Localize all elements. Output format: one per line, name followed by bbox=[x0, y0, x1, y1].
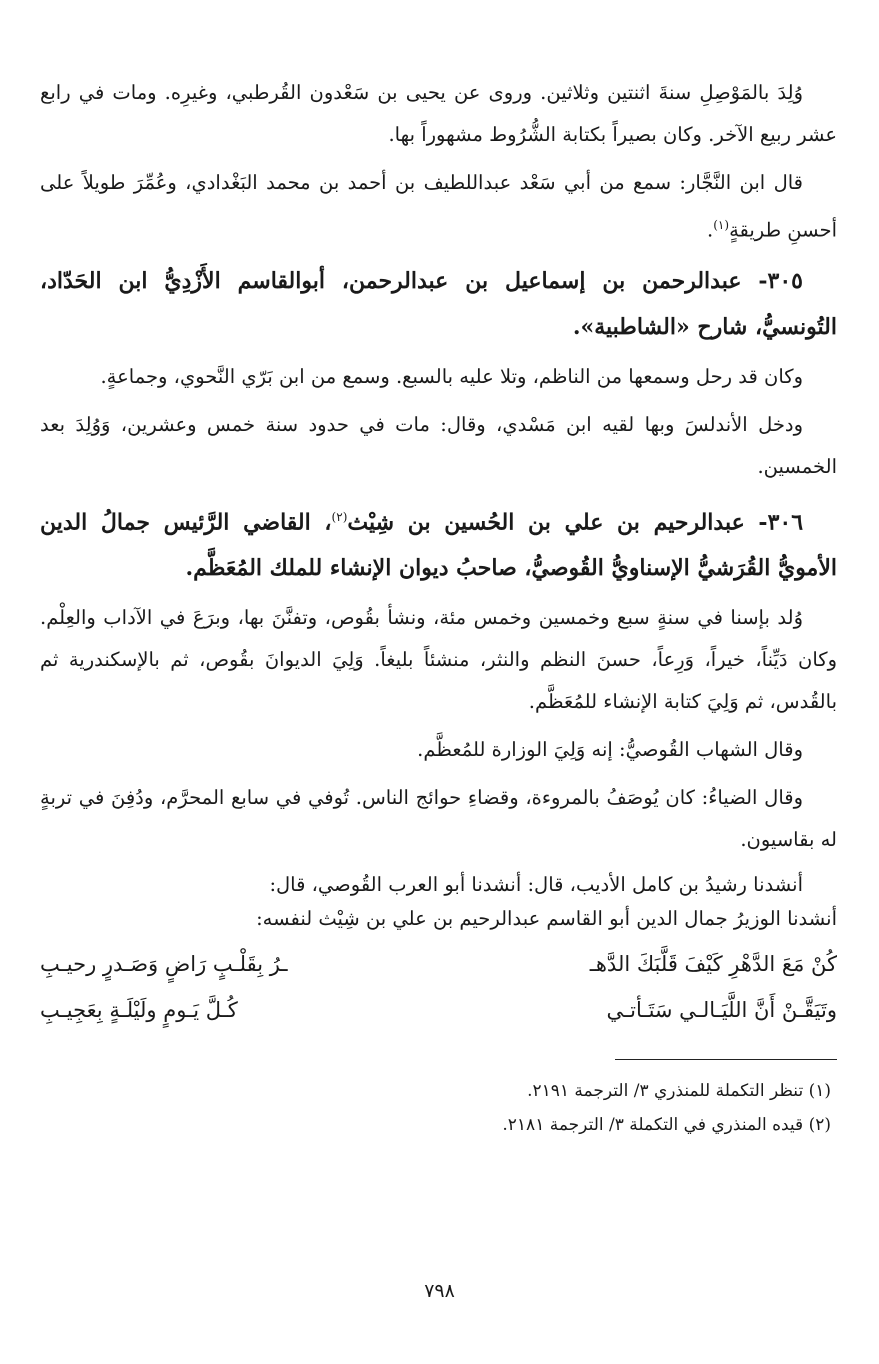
footnote-text: قيده المنذري في التكملة ٣/ الترجمة ٢١٨١. bbox=[502, 1114, 804, 1135]
poem bbox=[40, 941, 837, 1033]
footnote bbox=[40, 1074, 837, 1108]
entry-heading-306 bbox=[40, 494, 837, 591]
paragraph-end: . bbox=[707, 218, 714, 242]
poem-hemistich-second: ـرُ بِقَلْـبٍ رَاضٍ وَصَـدرٍ رحيـبِ bbox=[40, 951, 288, 976]
entry-heading-305: ٣٠٥- عبدالرحمن بن إسماعيل بن عبدالرحمن، أبوالقاسم الأَزْدِيُّ ابن الحَدّاد، التُونسيُّ، شارح «الشاطبية». bbox=[40, 267, 837, 340]
entry-title-rest: ، القاضي الرَّئيس جمالُ الدين الأمويُّ القُرَشيُّ الإسناويُّ القُوصيُّ، صاحبُ ديوان الإنشاء للملك المُعَظَّم. bbox=[40, 508, 837, 581]
footnote-text: تنظر التكملة للمنذري ٣/ الترجمة ٢١٩١. bbox=[527, 1080, 804, 1101]
footnote-number: (٢) bbox=[808, 1114, 831, 1135]
paragraph-birth-isna: وُلد بإسنا في سنةٍ سبع وخمسين وخمس مئة، ونشأ بقُوص، وتفنَّنَ بها، وبرَعَ في الآداب والعِلْم. وكان دَيِّناً، خيراً، وَرِعاً، حسنَ النظم والنثر، منشئاً بليغاً. وَلِيَ الديوانَ بقُوص، ثم بالإسكندرية ثم بالقُدس، ثم وَلِيَ كتابة الإنشاء للمُعَظَّم. bbox=[40, 605, 837, 713]
paragraph-recital-1: أنشدنا رشيدُ بن كامل الأديب، قال: أنشدنا أبو العرب القُوصي، قال: bbox=[269, 872, 803, 896]
paragraph-ibn-najjar bbox=[40, 162, 837, 252]
paragraph-travel: وكان قد رحل وسمعها من الناظم، وتلا عليه بالسبع. وسمع من ابن بَرّي النَّحوي، وجماعةٍ. bbox=[100, 364, 803, 388]
paragraph-recital-2: أنشدنا الوزيرُ جمال الدين أبو القاسم عبدالرحيم بن علي بن شِيْث لنفسه: bbox=[256, 906, 837, 930]
paragraph-shihab: وقال الشهاب القُوصيُّ: إنه وَلِيَ الوزارة للمُعظَّم. bbox=[417, 737, 803, 761]
footnote-ref[interactable]: (١) bbox=[713, 218, 730, 232]
entry-title: ٣٠٦- عبدالرحيم بن علي بن الحُسين بن شِيْث bbox=[347, 508, 804, 535]
footnote-separator bbox=[615, 1059, 837, 1060]
footnote-number: (١) bbox=[808, 1080, 831, 1101]
paragraph-text: قال ابن النَّجَّار: سمع من أبي سَعْد عبداللطيف بن أحمد بن محمد البَغْدادي، وعُمِّرَ طويلاً على أحسنِ طريقةٍ bbox=[40, 171, 837, 242]
footnote bbox=[40, 1108, 837, 1142]
footnote-separator-wrap bbox=[40, 1037, 837, 1074]
page-number: ٧٩٨ bbox=[424, 1280, 455, 1302]
poem-hemistich-second: كُـلَّ يَـومٍ ولَيْلَـةٍ بِعَجِيـبِ bbox=[40, 997, 238, 1022]
poem-hemistich-first: كُنْ مَعَ الدَّهْرِ كَيْفَ قَلَّبَكَ الدَّهـ bbox=[589, 951, 837, 976]
paragraph-diya: وقال الضياءُ: كان يُوصَفُ بالمروءة، وقضاءِ حوائج الناس. تُوفي في سابع المحرَّم، ودُفِنَ في تربةٍ له بقاسيون. bbox=[40, 785, 837, 851]
poem-verse bbox=[40, 941, 837, 987]
poem-hemistich-first: وتَيَقَّـنْ أَنَّ اللَّيَـالـي سَتَـأتـي bbox=[606, 997, 837, 1022]
paragraph-birth-mosul: وُلِدَ بالمَوْصِلِ سنةَ اثنتين وثلاثين. وروى عن يحيى بن سَعْدون القُرطبي، وغيرِه. ومات في رابع عشر ربيع الآخر. وكان بصيراً بكتابة الشُّرُوط مشهوراً بها. bbox=[40, 81, 837, 146]
footnote-ref[interactable]: (٢) bbox=[331, 509, 348, 524]
poem-verse bbox=[40, 987, 837, 1033]
paragraph-andalus: ودخل الأندلسَ وبها لقيه ابن مَسْدي، وقال: مات في حدود سنة خمس وعشرين، وَوُلِدَ بعد الخمسين. bbox=[40, 412, 837, 478]
